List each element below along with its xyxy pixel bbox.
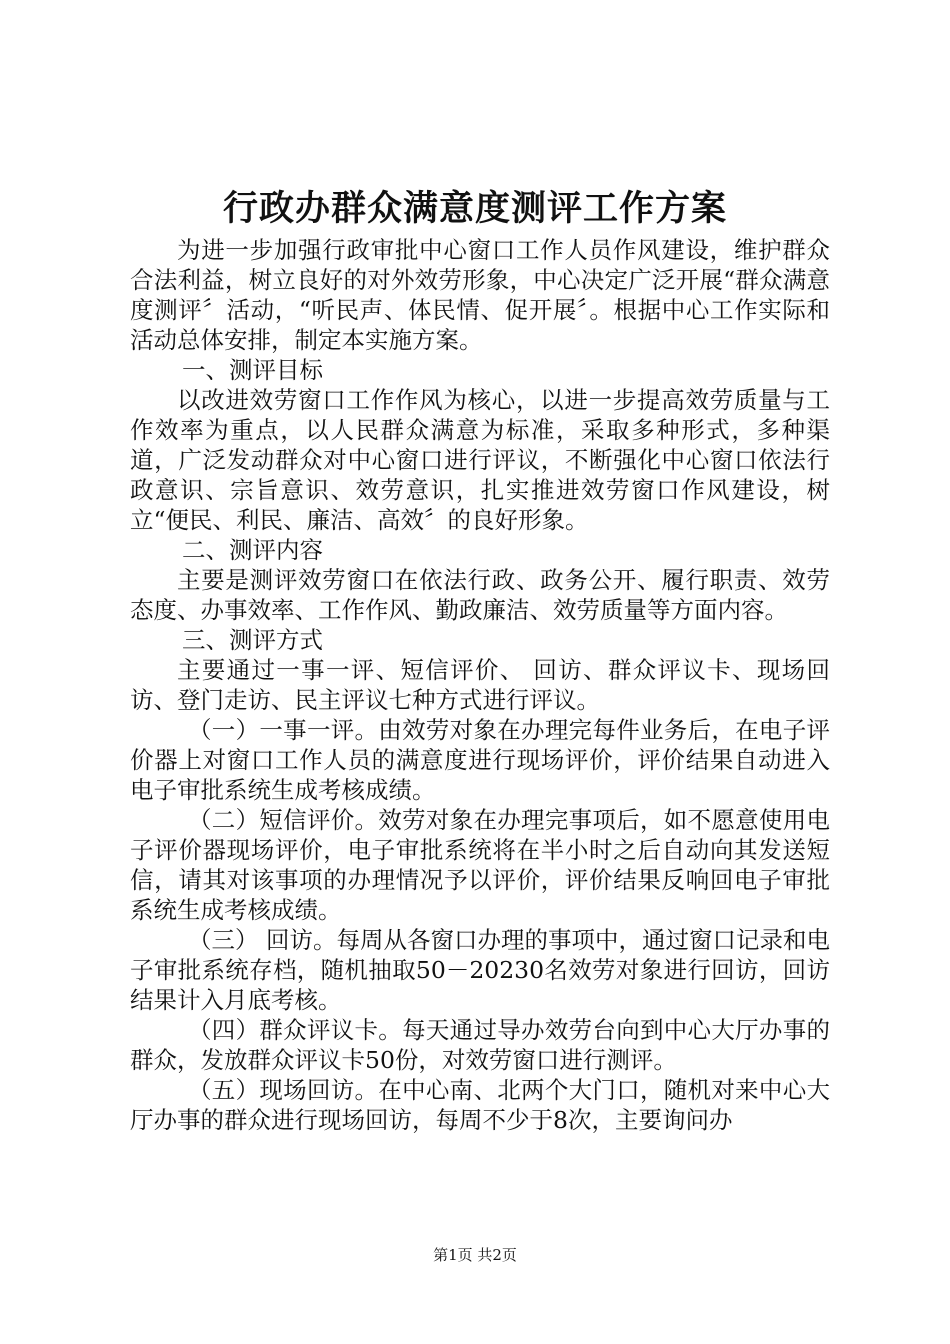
goal-paragraph: 以改进效劳窗口工作作风为核心，以进一步提高效劳质量与工作效率为重点，以人民群众满意为标准，采取多种形式，多种渠道，广泛发动群众对中心窗口进行评议，不断强化中心窗口依法行政意识、宗旨意识、效劳意识，扎实推进效劳窗口作风建设，树立“便民、利民、廉洁、高效〞的良好形象。 bbox=[130, 386, 830, 534]
method-item-2: （二）短信评价。效劳对象在办理完事项后，如不愿意使用电子评价器现场评价，电子审批系统将在半小时之后自动向其发送短信，请其对该事项的办理情况予以评价，评价结果反响回电子审批系统生成考核成绩。 bbox=[130, 806, 830, 924]
method-item-1: （一）一事一评。由效劳对象在办理完每件业务后，在电子评价器上对窗口工作人员的满意度进行现场评价，评价结果自动进入电子审批系统生成考核成绩。 bbox=[130, 716, 830, 804]
section-heading-content: 二、测评内容 bbox=[182, 536, 323, 564]
method-paragraph: 主要通过一事一评、短信评价、 回访、群众评议卡、现场回访、登门走访、民主评议七种方式进行评议。 bbox=[130, 656, 830, 714]
section-heading-method: 三、测评方式 bbox=[182, 626, 323, 654]
section-heading-goal: 一、测评目标 bbox=[182, 356, 323, 384]
intro-paragraph: 为进一步加强行政审批中心窗口工作人员作风建设，维护群众合法利益，树立良好的对外效劳形象，中心决定广泛开展“群众满意度测评〞活动，“听民声、体民情、促开展〞。根据中心工作实际和活动总体安排，制定本实施方案。 bbox=[130, 236, 830, 354]
page-number: 第1页 共2页 bbox=[433, 1246, 517, 1264]
method-item-3: （三） 回访。每周从各窗口办理的事项中，通过窗口记录和电子审批系统存档，随机抽取50－20230名效劳对象进行回访，回访结果计入月底考核。 bbox=[130, 926, 830, 1014]
method-item-5: （五）现场回访。在中心南、北两个大门口，随机对来中心大厅办事的群众进行现场回访，每周不少于8次，主要询问办 bbox=[130, 1076, 830, 1134]
document-title: 行政办群众满意度测评工作方案 bbox=[222, 188, 727, 229]
content-paragraph: 主要是测评效劳窗口在依法行政、政务公开、履行职责、效劳态度、办事效率、工作作风、勤政廉洁、效劳质量等方面内容。 bbox=[130, 566, 830, 624]
document-body bbox=[130, 235, 830, 1135]
method-item-4: （四）群众评议卡。每天通过导办效劳台向到中心大厅办事的群众，发放群众评议卡50份，对效劳窗口进行测评。 bbox=[130, 1016, 830, 1074]
